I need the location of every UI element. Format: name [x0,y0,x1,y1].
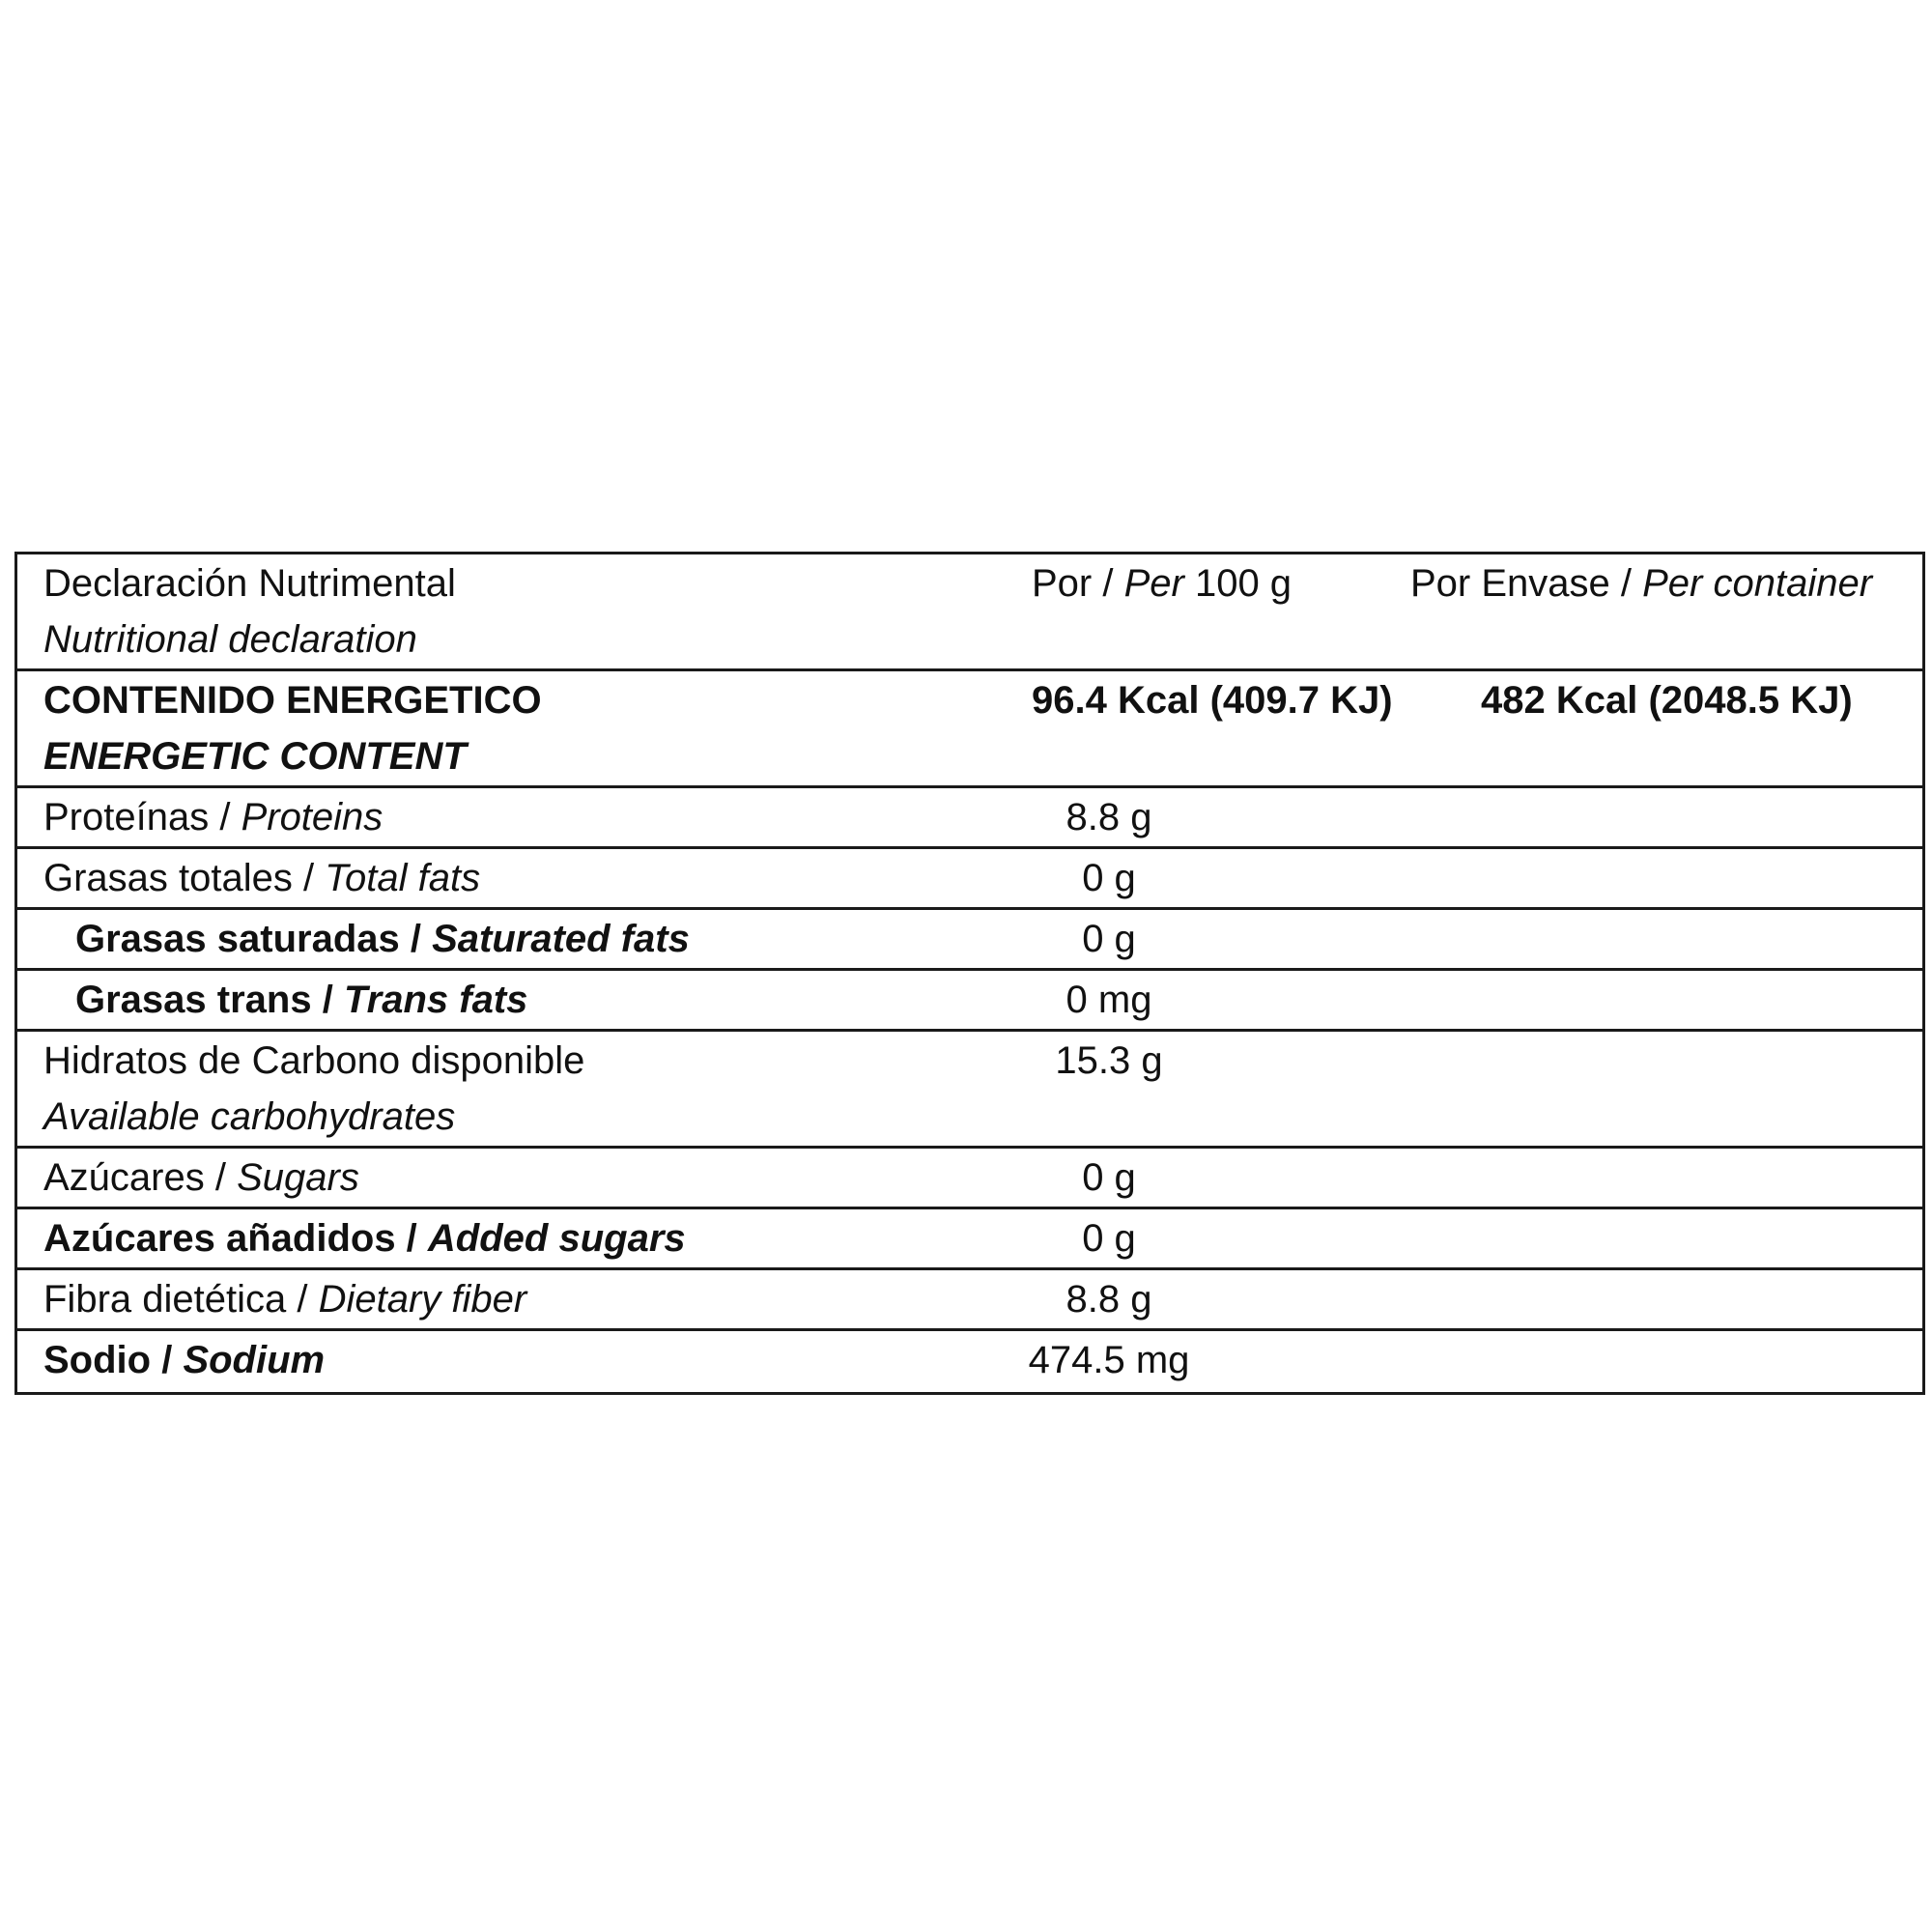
row-label-en: Trans fats [343,979,528,1021]
row-label-es: Azúcares / [43,1156,238,1199]
table-row [17,971,1922,1032]
nutrition-table [14,552,1925,1395]
row-label [75,977,527,1023]
row-label-es: Fibra dietética / [43,1278,319,1321]
header-container-en: Per container [1642,562,1873,605]
energy-per-100g: 96.4 Kcal (409.7 KJ) [1032,679,1393,722]
table-row [17,1270,1922,1331]
row-label-es: Azúcares añadidos / [43,1217,428,1260]
header-label-en: Nutritional declaration [43,618,417,661]
row-label [43,1276,526,1322]
row-label [43,855,480,901]
row-label [43,1215,686,1262]
header-per100-es: Por / [1032,562,1124,605]
row-label-en: Sugars [237,1156,359,1199]
table-header-row [17,554,1922,671]
row-label [75,916,690,962]
row-label-es: Grasas saturadas / [75,918,433,960]
row-label-en: Total fats [325,857,481,899]
row-label [43,1337,325,1383]
table-row [17,910,1922,971]
row-label-en: Sodium [183,1339,326,1381]
row-label-en: Available carbohydrates [43,1095,456,1138]
row-value: 0 g [1082,1156,1136,1199]
row-value: 0 g [1082,918,1136,960]
header-per-100g [1032,560,1292,607]
row-value: 15.3 g [1055,1039,1163,1082]
row-label-en: Added sugars [427,1217,686,1260]
row-label-es: Sodio / [43,1339,184,1381]
header-container-es: Por Envase / [1410,562,1643,605]
row-value: 8.8 g [1065,796,1152,838]
row-label-en: Dietary fiber [318,1278,527,1321]
row-value: 0 g [1082,857,1136,899]
header-per100-amount: 100 g [1183,562,1293,605]
row-label-es: Hidratos de Carbono disponible [43,1039,585,1082]
row-label [43,794,383,840]
row-value: 8.8 g [1065,1278,1152,1321]
row-value: 474.5 mg [1028,1339,1190,1381]
energy-label-en: ENERGETIC CONTENT [43,735,467,778]
table-row [17,1032,1922,1149]
table-row [17,849,1922,910]
row-label-en: Proteins [241,796,384,838]
energy-row [17,671,1922,788]
row-value: 0 mg [1065,979,1152,1021]
table-row [17,1331,1922,1392]
header-label-es: Declaración Nutrimental [43,562,456,605]
row-label-es: Grasas trans / [75,979,344,1021]
row-label [43,1154,359,1201]
header-per-container [1410,560,1872,607]
row-label-es: Grasas totales / [43,857,326,899]
table-row [17,788,1922,849]
row-label-es: Proteínas / [43,796,242,838]
table-row [17,1149,1922,1209]
row-value: 0 g [1082,1217,1136,1260]
table-row [17,1209,1922,1270]
row-label-en: Saturated fats [432,918,690,960]
header-per100-en: Per [1123,562,1184,605]
energy-label-es: CONTENIDO ENERGETICO [43,679,542,722]
energy-per-container: 482 Kcal (2048.5 KJ) [1481,679,1853,722]
